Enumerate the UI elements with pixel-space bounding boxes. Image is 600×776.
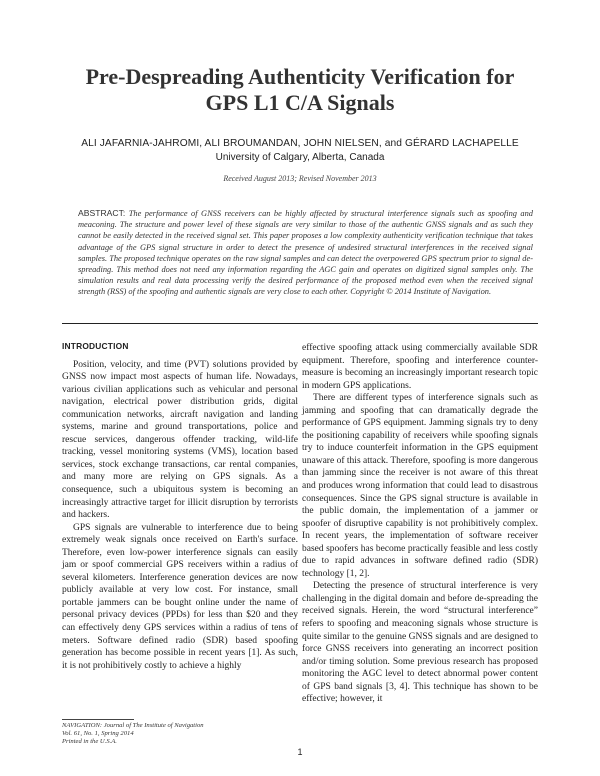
paragraph: effective spoofing attack using commercially available SDR equipment. Therefore, spoofing and interference counter-measure is becoming an increasingly important research topic in modern GPS applications.	[302, 343, 538, 391]
abstract-label: ABSTRACT:	[78, 208, 126, 218]
author-list: ALI JAFARNIA-JAHROMI, ALI BROUMANDAN, JOHN NIELSEN, and GÉRARD LACHAPELLE	[81, 138, 519, 149]
received-dates: Received August 2013; Revised November 2013	[223, 174, 377, 183]
footnote-printed: Printed in the U.S.A.	[62, 738, 117, 746]
journal-footnote	[62, 722, 204, 747]
section-divider	[62, 323, 538, 324]
footnote-divider	[62, 719, 134, 720]
paper-title	[40, 64, 560, 116]
title-line-2: GPS L1 C/A Signals	[205, 90, 395, 115]
abstract	[78, 208, 533, 298]
footnote-volume: Vol. 61, No. 1, Spring 2014	[62, 730, 134, 738]
paragraph: GPS signals are vulnerable to interference due to being extremely weak signals once received on Earth's surface. Therefore, even low-power interference signals can easily jam or spoof commercial GPS receivers within a radius of several kilometers. Interference generation devices are now publicly available at very low cost. For instance, small portable jammers can be bought online under the name of personal privacy devices (PPDs) for less than $20 and they can effectively deny GPS services within a radius of tens of meters. Software defined radio (SDR) based spoofing generation has become possible in recent years [1]. As such, it is not prohibitively costly to achieve a highly	[62, 522, 298, 671]
paragraph: Detecting the presence of structural interference is very challenging in the digital domain and before de-spreading the received signals. Herein, the word “structural interference” refers to spoofing and meaconing signals whose structure is quite similar to the genuine GNSS signals and are designed to force GNSS receivers into generating an incorrect position and/or timing solution. Some previous research has proposed monitoring the AGC level to detect abnormal power content of GPS band signals [3, 4]. This technique has shown to be effective; however, it	[302, 581, 538, 705]
left-column	[62, 340, 298, 672]
footnote-journal: NAVIGATION: Journal of The Institute of Navigation	[62, 722, 204, 729]
title-line-1: Pre-Despreading Authenticity Verification for	[85, 64, 515, 89]
paragraph: There are different types of interference signals such as jamming and spoofing that can dramatically degrade the performance of GPS equipment. Jamming signals try to deny the positioning capability of receivers while spoofing signals try to induce counterfeit information in the GPS equipment unaware of this attack. Therefore, spoofing is more dangerous than jamming since the receiver is not aware of this threat and produces wrong information that could lead to disastrous consequences. Since the GPS signal structure is available in the public domain, the implementation of a jammer or spoofer of disruptive capability is not prohibitively complex. In recent years, the implementation of software receiver based spoofers has become practically feasible and less costly due to rapid advances in software defined radio (SDR) technology [1, 2].	[302, 393, 538, 579]
page-number: 1	[297, 747, 303, 757]
paragraph: Position, velocity, and time (PVT) solutions provided by GNSS now impact most aspects of human life. Nowadays, various civilian applications such as vehicular and personal navigation, electrical power distribution grids, digital communication networks, aircraft navigation and landing systems, marine and ground transportations, police and rescue services, dangerous offender tracking, wild-life tracking, vessel monitoring systems (VMS), location based services, stock exchange transactions, car rental companies, and many more are relying on GPS signals. As a consequence, such a ubiquitous system is becoming an increasingly attractive target for illicit disruption by terrorists and hackers.	[62, 359, 298, 521]
introduction-heading: INTRODUCTION	[62, 341, 129, 351]
right-column	[302, 342, 538, 706]
abstract-text: The performance of GNSS receivers can be highly affected by structural interference signals such as spoofing and meaconing. The structure and power level of these signals are very similar to those of the authentic GNSS signals and as such they cannot be easily detected in the received signal set. This paper proposes a low complexity authenticity verification technique that takes advantage of the GPS signal structure in order to detect the presence of undesired structural interferences in the received signal samples. The proposed technique operates on the raw signal samples and can detect the overpowered GPS spectrum prior to signal de-spreading. This method does not need any information regarding the AGC gain and operates on digitized signal samples only. The simulation results and real data processing verify the desired performance of the proposed method even when the received signal strength (RSS) of the spoofing and authentic signals are very close to each other. Copyright © 2014 Institute of Navigation.	[78, 209, 533, 297]
affiliation: University of Calgary, Alberta, Canada	[215, 152, 385, 163]
